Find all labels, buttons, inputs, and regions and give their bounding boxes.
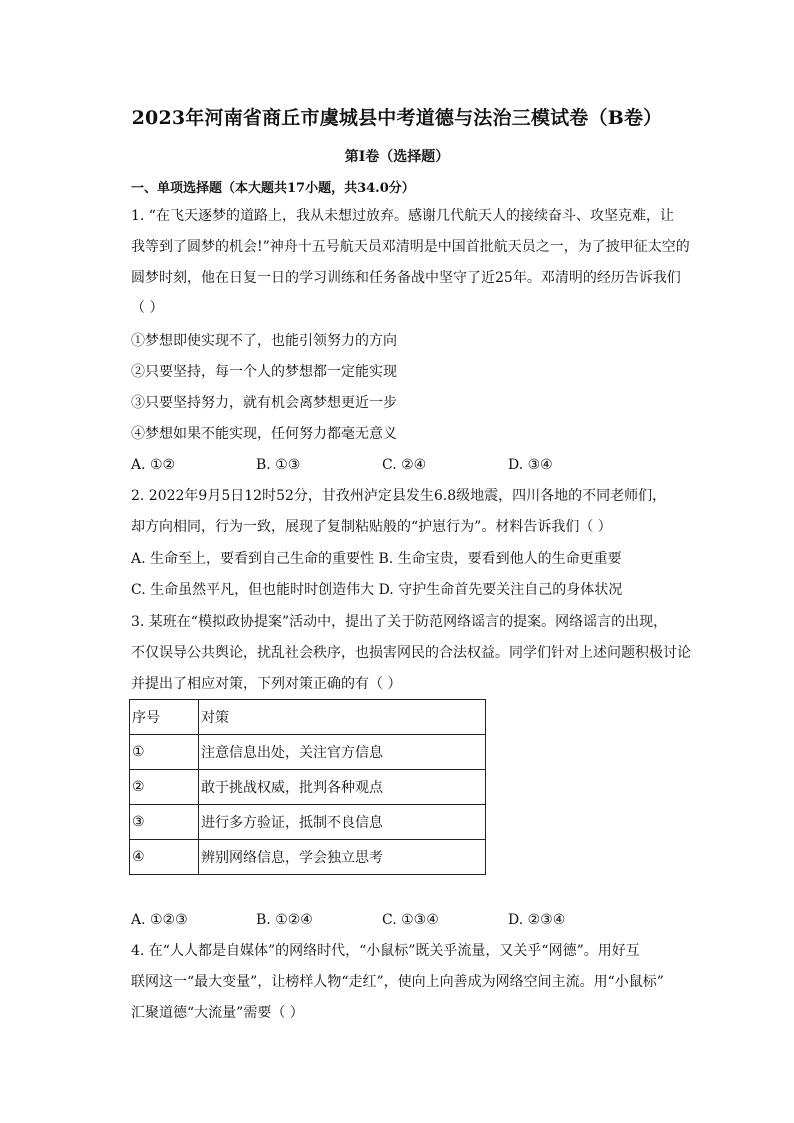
table-cell-measure: 辨别网络信息，学会独立思考 [199,840,486,875]
q1-statement-4: ④梦想如果不能实现，任何努力都毫无意义 [131,426,397,442]
q2-line-2: 却方向相同，行为一致，展现了复制粘贴般的“护崽行为”。材料告诉我们（ ） [131,519,612,535]
q4-line-2: 联网这一“最大变量”，让榜样人物“走红”，使向上向善成为网络空间主流。用“小鼠标” [131,974,664,990]
q1-line-4: （ ） [131,300,164,316]
q2-options-ab[interactable]: A. 生命至上，要看到自己生命的重要性 B. 生命宝贵，要看到他人的生命更重要 [131,551,622,567]
table-row [130,735,486,770]
table-header-row [130,700,486,735]
q1-option-c[interactable]: C. ②④ [382,457,427,473]
table-header-cell: 对策 [199,700,486,735]
q1-line-3: 圆梦时刻，他在日复一日的学习训练和任务备战中坚守了近25年。邓清明的经历告诉我们 [131,270,681,286]
table-cell-measure: 注意信息出处，关注官方信息 [199,735,486,770]
table-cell-measure: 敢于挑战权威，批判各种观点 [199,770,486,805]
table-cell-number: ③ [130,805,199,840]
table-cell-number: ④ [130,840,199,875]
table-header-cell: 序号 [130,700,199,735]
q2-options-cd[interactable]: C. 生命虽然平凡，但也能时时创造伟大 D. 守护生命首先要关注自己的身体状况 [131,582,623,598]
q1-statement-3: ③只要坚持努力，就有机会离梦想更近一步 [131,395,397,411]
section-heading: 一、单项选择题（本大题共17小题，共34.0分） [131,181,415,196]
q3-option-d[interactable]: D. ②③④ [508,912,566,928]
q3-line-2: 不仅误导公共舆论，扰乱社会秩序，也损害网民的合法权益。同学们针对上述问题积极讨论 [131,645,691,661]
table-row [130,840,486,875]
q4-line-1: 4. 在“人人都是自媒体”的网络时代，“小鼠标”既关乎流量，又关乎“网德”。用好互 [131,943,640,959]
q3-option-c[interactable]: C. ①③④ [382,912,439,928]
part-title: 第Ⅰ卷（选择题） [344,149,450,165]
q1-option-b[interactable]: B. ①③ [256,457,301,473]
q3-countermeasure-table [129,699,486,875]
q1-option-a[interactable]: A. ①② [131,457,176,473]
table-row [130,770,486,805]
q3-line-3: 并提出了相应对策，下列对策正确的有（ ） [131,676,402,692]
table-cell-number: ① [130,735,199,770]
q3-option-a[interactable]: A. ①②③ [131,912,188,928]
exam-title: 2023年河南省商丘市虞城县中考道德与法治三模试卷（B卷） [131,107,663,129]
table-cell-measure: 进行多方验证，抵制不良信息 [199,805,486,840]
q2-line-1: 2. 2022年9月5日12时52分，甘孜州泸定县发生6.8级地震，四川各地的不同老师们， [131,488,667,504]
q1-line-1: 1. “在飞天逐梦的道路上，我从未想过放弃。感谢几代航天人的接续奋斗、攻坚克难，让 [131,208,674,224]
q1-statement-2: ②只要坚持，每一个人的梦想都一定能实现 [131,364,397,380]
q1-option-d[interactable]: D. ③④ [508,457,553,473]
q3-option-b[interactable]: B. ①②④ [256,912,313,928]
q3-line-1: 3. 某班在“模拟政协提案”活动中，提出了关于防范网络谣言的提案。网络谣言的出现， [131,614,668,630]
q1-statement-1: ①梦想即使实现不了，也能引领努力的方向 [131,333,397,349]
q4-line-3: 汇聚道德“大流量”需要（ ） [131,1005,304,1021]
q1-line-2: 我等到了圆梦的机会!”神舟十五号航天员邓清明是中国首批航天员之一，为了披甲征太空的 [131,239,690,255]
table-row [130,805,486,840]
table-cell-number: ② [130,770,199,805]
